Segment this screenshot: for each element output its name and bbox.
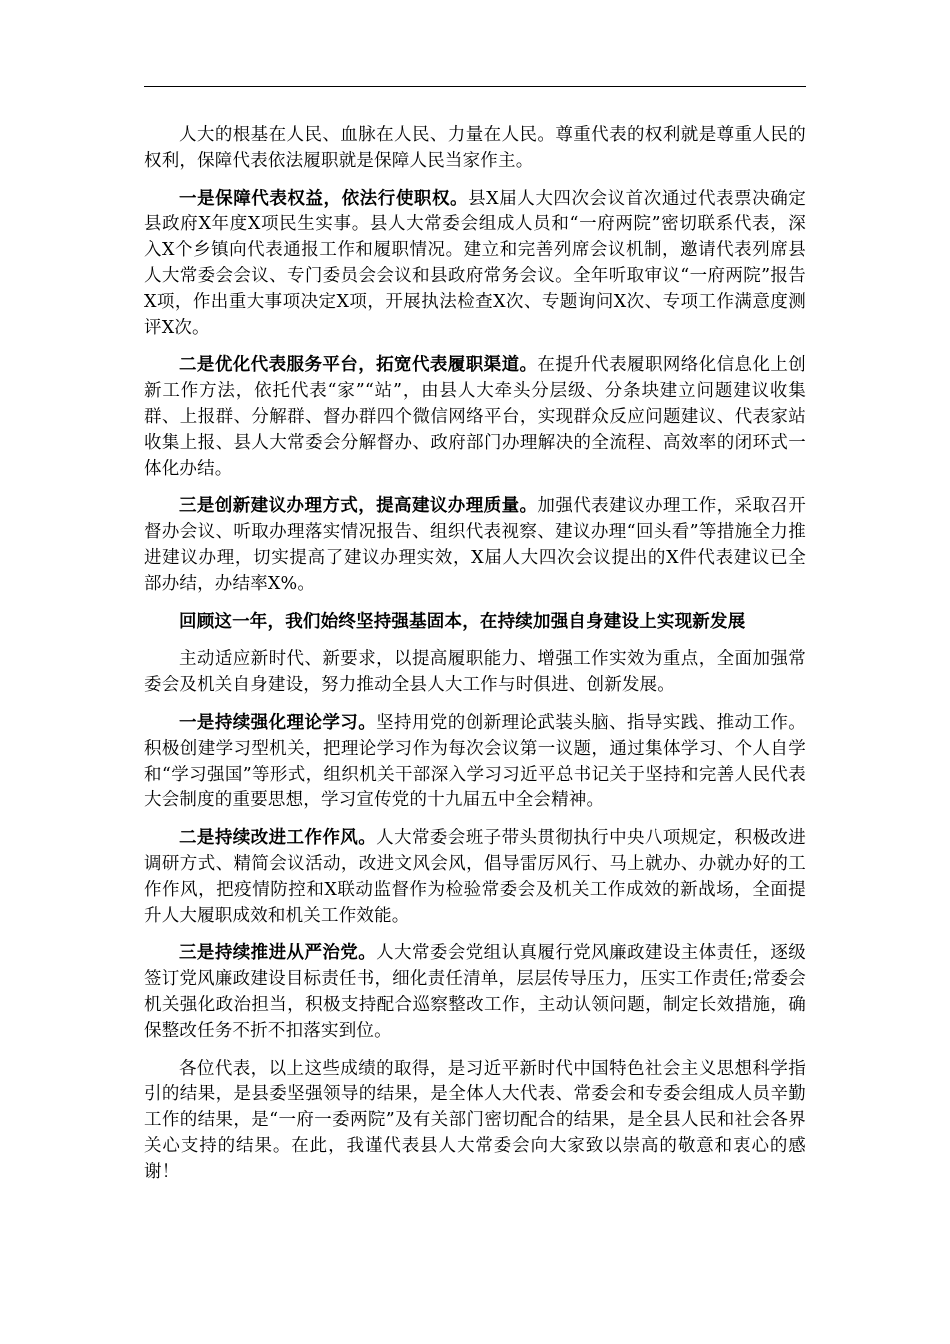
paragraph-7 — [144, 711, 806, 814]
paragraph-text: 县X届人大四次会议首次通过代表票决确定县政府X年度X项民生实事。县人大常委会组成人员和“一府两院”密切联系代表，深入X个乡镇向代表通报工作和履职情况。建立和完善列席会议机制，邀请代表列席县人大常委会会议、专门委员会会议和县政府常务会议。全年听取审议“一府两院”报告X项，作出重大事项决定X项，开展执法检查X次、专题询问X次、专项工作满意度测评X次。 — [144, 188, 807, 338]
document-body — [144, 123, 806, 1197]
paragraph-text: 人大的根基在人民、血脉在人民、力量在人民。尊重代表的权利就是尊重人民的权利，保障代表依法履职就是保障人民当家作主。 — [144, 125, 806, 171]
paragraph-lead: 一是持续强化理论学习。 — [179, 712, 377, 733]
paragraph-text: 人大常委会党组认真履行党风廉政建设主体责任，逐级签订党风廉政建设目标责任书，细化责任清单，层层传导压力，压实工作责任;常委会机关强化政治担当，积极支持配合巡察整改工作，主动认领问题，制定长效措施，确保整改任务不折不扣落实到位。 — [144, 943, 806, 1041]
paragraph-lead: 二是持续改进工作作风。 — [179, 828, 377, 849]
section-heading — [144, 610, 806, 636]
paragraph-text: 主动适应新时代、新要求，以提高履职能力、增强工作实效为重点，全面加强常委会及机关自身建设，努力推动全县人大工作与时俱进、创新发展。 — [144, 649, 806, 696]
section-heading-text: 回顾这一年，我们始终坚持强基固本，在持续加强自身建设上实现新发展 — [179, 611, 746, 632]
paragraph-4 — [144, 494, 806, 597]
paragraph-text: 加强代表建议办理工作，采取召开督办会议、听取办理落实情况报告、组织代表视察、建议办理“回头看”等措施全力推进建议办理，切实提高了建议办理实效，X届人大四次会议提出的X件代表建议已全部办结，办结率X%。 — [144, 496, 807, 594]
paragraph-lead: 三是持续推进从严治党。 — [179, 943, 377, 964]
paragraph-8 — [144, 826, 806, 929]
paragraph-lead: 三是创新建议办理方式，提高建议办理质量。 — [179, 496, 538, 517]
paragraph-1 — [144, 123, 806, 175]
paragraph-text: 坚持用党的创新理论武装头脑、指导实践、推动工作。积极创建学习型机关，把理论学习作为每次会议第一议题，通过集体学习、个人自学和“学习强国”等形式，组织机关干部深入学习习近平总书记关于坚持和完善人民代表大会制度的重要思想，学习宣传党的十九届五中全会精神。 — [144, 712, 806, 811]
paragraph-3 — [144, 353, 806, 482]
paragraph-text: 各位代表，以上这些成绩的取得，是习近平新时代中国特色社会主义思想科学指引的结果，是县委坚强领导的结果，是全体人大代表、常委会和专委会组成人员辛勤工作的结果，是“一府一委两院”及有关部门密切配合的结果，是全县人民和社会各界关心支持的结果。在此，我谨代表县人大常委会向大家致以崇高的敬意和衷心的感谢！ — [144, 1058, 806, 1182]
paragraph-text: 人大常委会班子带头贯彻执行中央八项规定，积极改进调研方式、精简会议活动，改进文风会风，倡导雷厉风行、马上就办、办就办好的工作作风，把疫情防控和X联动监督作为检验常委会及机关工作成效的新战场，全面提升人大履职成效和机关工作效能。 — [144, 828, 806, 926]
paragraph-9 — [144, 941, 806, 1044]
paragraph-lead: 一是保障代表权益，依法行使职权。 — [179, 188, 469, 209]
paragraph-lead: 二是优化代表服务平台，拓宽代表履职渠道。 — [179, 355, 538, 376]
paragraph-6 — [144, 647, 806, 699]
header-rule — [144, 86, 806, 87]
paragraph-10 — [144, 1057, 806, 1186]
paragraph-2 — [144, 187, 806, 342]
paragraph-text: 在提升代表履职网络化信息化上创新工作方法，依托代表“家”“站”，由县人大牵头分层级、分条块建立问题建议收集群、上报群、分解群、督办群四个微信网络平台，实现群众反应问题建议、代表家站收集上报、县人大常委会分解督办、政府部门办理解决的全流程、高效率的闭环式一体化办结。 — [144, 355, 807, 479]
